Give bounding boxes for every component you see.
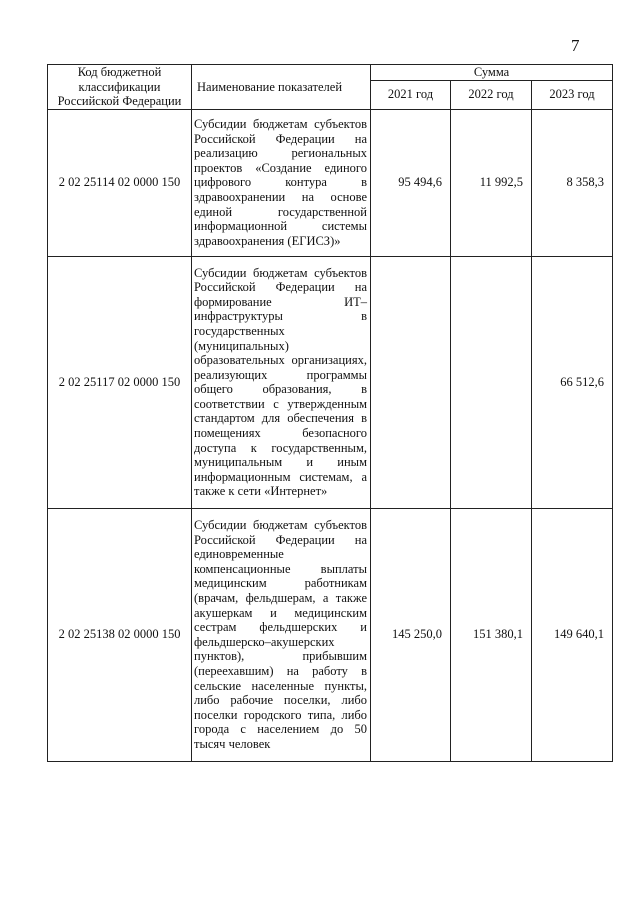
row-name: Субсидии бюджетам субъектов Российской Федерации на единовременные компенсационные выплаты медицинским работникам (врачам, фельдшерам, а также акушеркам и медицинским сестрам фельдшерских и фельдшерско–акушерских пунктов), прибывшим (переехавшим) на работу в сельские населенные пункты, либо рабочие поселки, либо поселки городского типа, либо города с населением до 50 тысяч человек <box>192 508 371 761</box>
row-code: 2 02 25138 02 0000 150 <box>48 508 192 761</box>
row-code: 2 02 25117 02 0000 150 <box>48 256 192 508</box>
row-value-2023: 149 640,1 <box>532 508 613 761</box>
row-value-2022: 151 380,1 <box>451 508 532 761</box>
row-name: Субсидии бюджетам субъектов Российской Федерации на реализацию региональных проектов «Создание единого цифрового контура в здравоохранении на основе единой государственной информационной системы здравоохранения (ЕГИСЗ)» <box>192 109 371 256</box>
header-year-2023: 2023 год <box>532 80 613 109</box>
row-value-2022 <box>451 256 532 508</box>
row-value-2021 <box>371 256 451 508</box>
row-value-2021: 145 250,0 <box>371 508 451 761</box>
row-value-2021: 95 494,6 <box>371 109 451 256</box>
row-value-2022: 11 992,5 <box>451 109 532 256</box>
row-code: 2 02 25114 02 0000 150 <box>48 109 192 256</box>
header-row <box>48 65 613 81</box>
table-row <box>48 256 613 508</box>
row-name: Субсидии бюджетам субъектов Российской Федерации на формирование ИТ–инфраструктуры в государственных (муниципальных) образовательных организациях, реализующих программы общего образования, в соответствии с утвержденным стандартом для обеспечения в помещениях безопасного доступа к государственным, муниципальным и иным информационным системам, а также к сети «Интернет» <box>192 256 371 508</box>
row-value-2023: 66 512,6 <box>532 256 613 508</box>
header-year-2022: 2022 год <box>451 80 532 109</box>
header-name: Наименование показателей <box>192 65 371 110</box>
header-sum: Сумма <box>371 65 613 81</box>
header-code: Код бюджетной классификации Российской Федерации <box>48 65 192 110</box>
table-row <box>48 508 613 761</box>
table-row <box>48 109 613 256</box>
page-number: 7 <box>571 36 580 55</box>
row-value-2023: 8 358,3 <box>532 109 613 256</box>
header-year-2021: 2021 год <box>371 80 451 109</box>
budget-table <box>47 64 613 762</box>
